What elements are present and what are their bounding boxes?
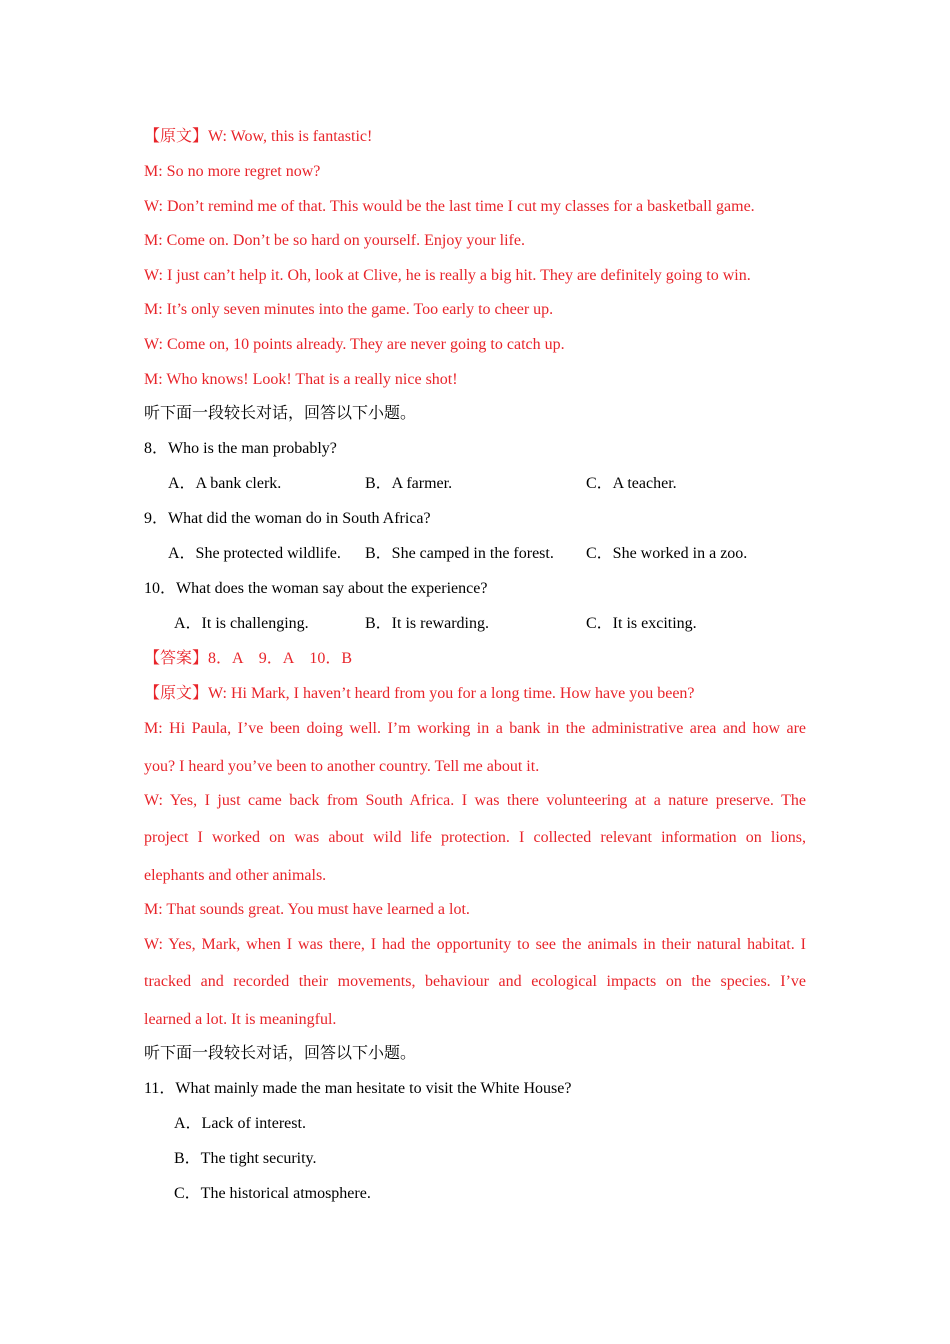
option-11a: A．Lack of interest. [174, 1115, 306, 1132]
option-9b: B．She camped in the forest. [365, 545, 554, 562]
transcript-line: W: Don’t remind me of that. This would be the last time I cut my classes for a basketball game. [144, 198, 755, 215]
transcript-line: M: It’s only seven minutes into the game. Too early to cheer up. [144, 301, 554, 318]
question-11: 11．What mainly made the man hesitate to visit the White House? [144, 1080, 572, 1097]
option-9a: A．She protected wildlife. [168, 545, 341, 562]
transcript-line: tracked and recorded their movements, behaviour and ecological impacts on the species. I’ve [144, 973, 806, 990]
transcript-line: M: Come on. Don’t be so hard on yourself. Enjoy your life. [144, 232, 525, 249]
transcript-line: elephants and other animals. [144, 867, 327, 884]
transcript-line: M: Hi Paula, I’ve been doing well. I’m working in a bank in the administrative area and how are [144, 720, 806, 737]
option-8a: A．A bank clerk. [168, 475, 282, 492]
option-10b: B．It is rewarding. [365, 615, 489, 632]
option-9c: C．She worked in a zoo. [586, 545, 748, 562]
option-11c: C．The historical atmosphere. [174, 1185, 371, 1202]
question-8: 8．Who is the man probably? [144, 440, 337, 457]
answer-label: 【答案】 [144, 650, 209, 667]
transcript-line: M: Who knows! Look! That is a really nice shot! [144, 371, 458, 388]
option-10a: A．It is challenging. [174, 615, 309, 632]
transcript-label: 【原文】 [144, 685, 209, 702]
transcript-line: W: Come on, 10 points already. They are never going to catch up. [144, 336, 565, 353]
transcript-line: M: That sounds great. You must have learned a lot. [144, 901, 470, 918]
option-10c: C．It is exciting. [586, 615, 697, 632]
transcript-line: 【原文】W: Wow, this is fantastic! [144, 128, 373, 145]
answer-line: 【答案】8．A 9．A 10．B [144, 650, 353, 667]
transcript-label: 【原文】 [144, 128, 209, 145]
transcript-line: W: I just can’t help it. Oh, look at Clive, he is really a big hit. They are definitely going to win. [144, 267, 751, 284]
transcript-line: W: Yes, I just came back from South Africa. I was there volunteering at a nature preserve. The [144, 792, 806, 809]
option-8b: B．A farmer. [365, 475, 453, 492]
transcript-line: learned a lot. It is meaningful. [144, 1011, 337, 1028]
section-instruction: 听下面一段较长对话，回答以下小题。 [144, 405, 417, 422]
option-8c: C．A teacher. [586, 475, 677, 492]
transcript-line: 【原文】W: Hi Mark, I haven’t heard from you for a long time. How have you been? [144, 685, 695, 702]
transcript-line: M: So no more regret now? [144, 163, 321, 180]
option-11b: B．The tight security. [174, 1150, 317, 1167]
question-9: 9．What did the woman do in South Africa? [144, 510, 431, 527]
question-10: 10．What does the woman say about the experience? [144, 580, 488, 597]
transcript-line: project I worked on was about wild life protection. I collected relevant information on lions, [144, 829, 806, 846]
section-instruction: 听下面一段较长对话，回答以下小题。 [144, 1045, 417, 1062]
transcript-line: you? I heard you’ve been to another country. Tell me about it. [144, 758, 540, 775]
transcript-line: W: Yes, Mark, when I was there, I had the opportunity to see the animals in their natural habitat. I [144, 936, 806, 953]
